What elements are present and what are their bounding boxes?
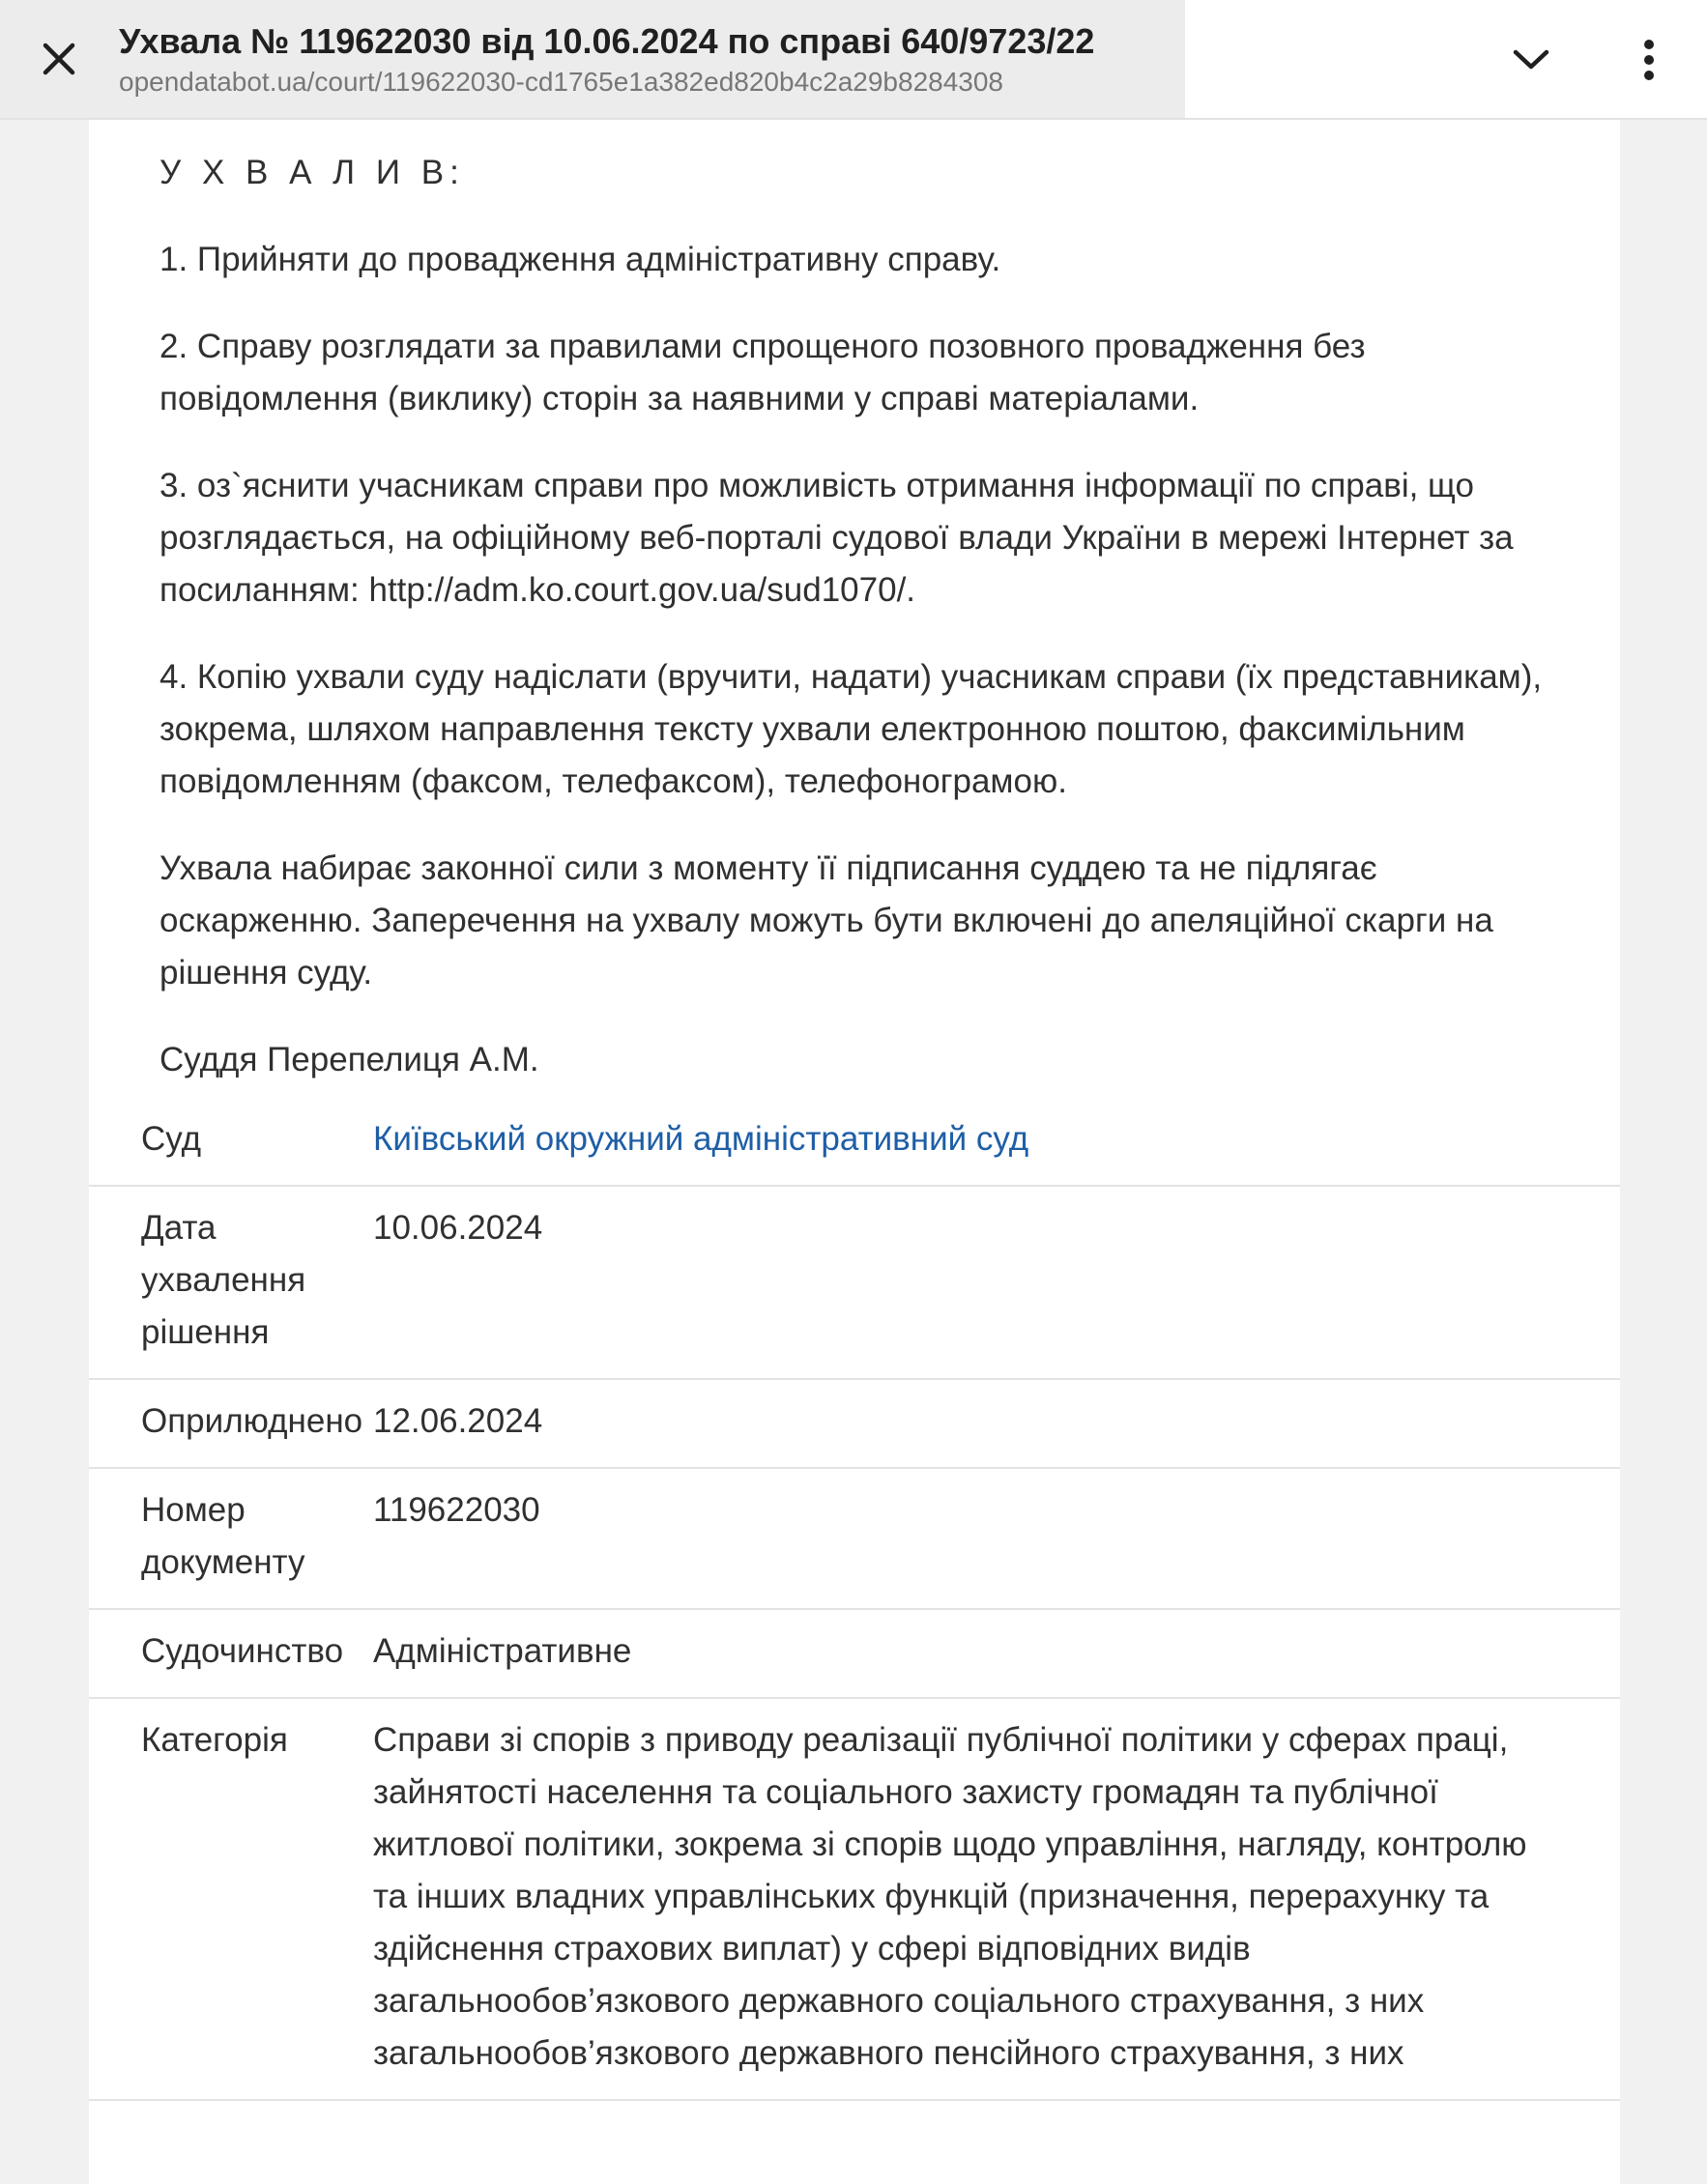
paragraph-5: Ухвала набирає законної сили з моменту її підписання суддею та не підлягає оскарженню. Заперечення на ухвалу можуть бути включені до апеляційної скарги на рішення суду. (159, 849, 1493, 991)
table-row-decision-date (89, 1187, 1620, 1380)
meta-value: 10.06.2024 (373, 1209, 543, 1247)
court-link[interactable]: Київський окружний адміністративний суд (373, 1120, 1029, 1158)
paragraph-4: 4. Копію ухвали суду надіслати (вручити, надати) учасникам справи (їх представникам), зокрема, шляхом направлення тексту ухвали електронною поштою, факсимільним повідомленням (факсом, телефаксом), телефонограмою. (159, 658, 1543, 800)
close-icon (42, 42, 76, 76)
meta-label: Номер документу (141, 1491, 305, 1581)
resolution-heading: У Х В А Л И В: (159, 154, 465, 191)
meta-value: 119622030 (373, 1491, 540, 1529)
document-card (89, 120, 1620, 2184)
paragraph-2: 2. Справу розглядати за правилами спрощеного позовного провадження без повідомлення (виклику) сторін за наявними у справі матеріалами. (159, 328, 1366, 417)
more-options-button[interactable] (1624, 35, 1674, 85)
meta-label: Категорія (141, 1721, 288, 1759)
expand-button[interactable] (1506, 35, 1556, 85)
close-button[interactable] (29, 29, 89, 89)
more-vert-icon (1643, 39, 1655, 81)
paragraph-1: 1. Прийняти до провадження адміністративну справу. (159, 241, 1001, 278)
page-title: Ухвала № 119622030 від 10.06.2024 по справі 640/9723/22 (119, 21, 1095, 61)
table-row-published (89, 1380, 1620, 1469)
meta-value: Справи зі спорів з приводу реалізації публічної політики у сферах праці, зайнятості населення та соціального захисту громадян та публічної житлової політики, зокрема зі спорів щодо управління, нагляду, контролю та інших владних управлінських функцій (призначення, перерахунку та здійснення страхових виплат) у сфері відповідних видів загальнообов’язкового державного соціального страхування, з них загальнообов’язкового державного пенсійного страхування, з них (373, 1721, 1527, 2072)
meta-label: Оприлюднено (141, 1402, 363, 1440)
paragraph-3: 3. оз`яснити учасникам справи про можливість отримання інформації по справі, що розглядається, на офіційному веб-порталі судової влади України в мережі Інтернет за посиланням: http://adm.ko.court.gov.ua/sud1070/. (159, 467, 1514, 609)
chevron-down-icon (1512, 46, 1550, 73)
table-row-court (89, 1113, 1620, 1187)
meta-label: Суд (141, 1120, 202, 1158)
metadata-table (89, 1113, 1620, 2101)
meta-label: Судочинство (141, 1632, 344, 1670)
judge-signature: Суддя Перепелиця А.М. (159, 1041, 539, 1078)
meta-label: Дата ухвалення рішення (141, 1209, 306, 1351)
title-area (0, 0, 1185, 118)
page-url[interactable]: opendatabot.ua/court/119622030-cd1765e1a382ed820b4c2a29b8284308 (119, 67, 1004, 97)
browser-top-bar (0, 0, 1707, 120)
decision-text (159, 147, 1551, 1121)
table-row-doc-number (89, 1469, 1620, 1610)
table-row-category (89, 1699, 1620, 2101)
table-row-jurisdiction (89, 1610, 1620, 1699)
meta-value: 12.06.2024 (373, 1402, 543, 1440)
meta-value: Адміністративне (373, 1632, 632, 1670)
